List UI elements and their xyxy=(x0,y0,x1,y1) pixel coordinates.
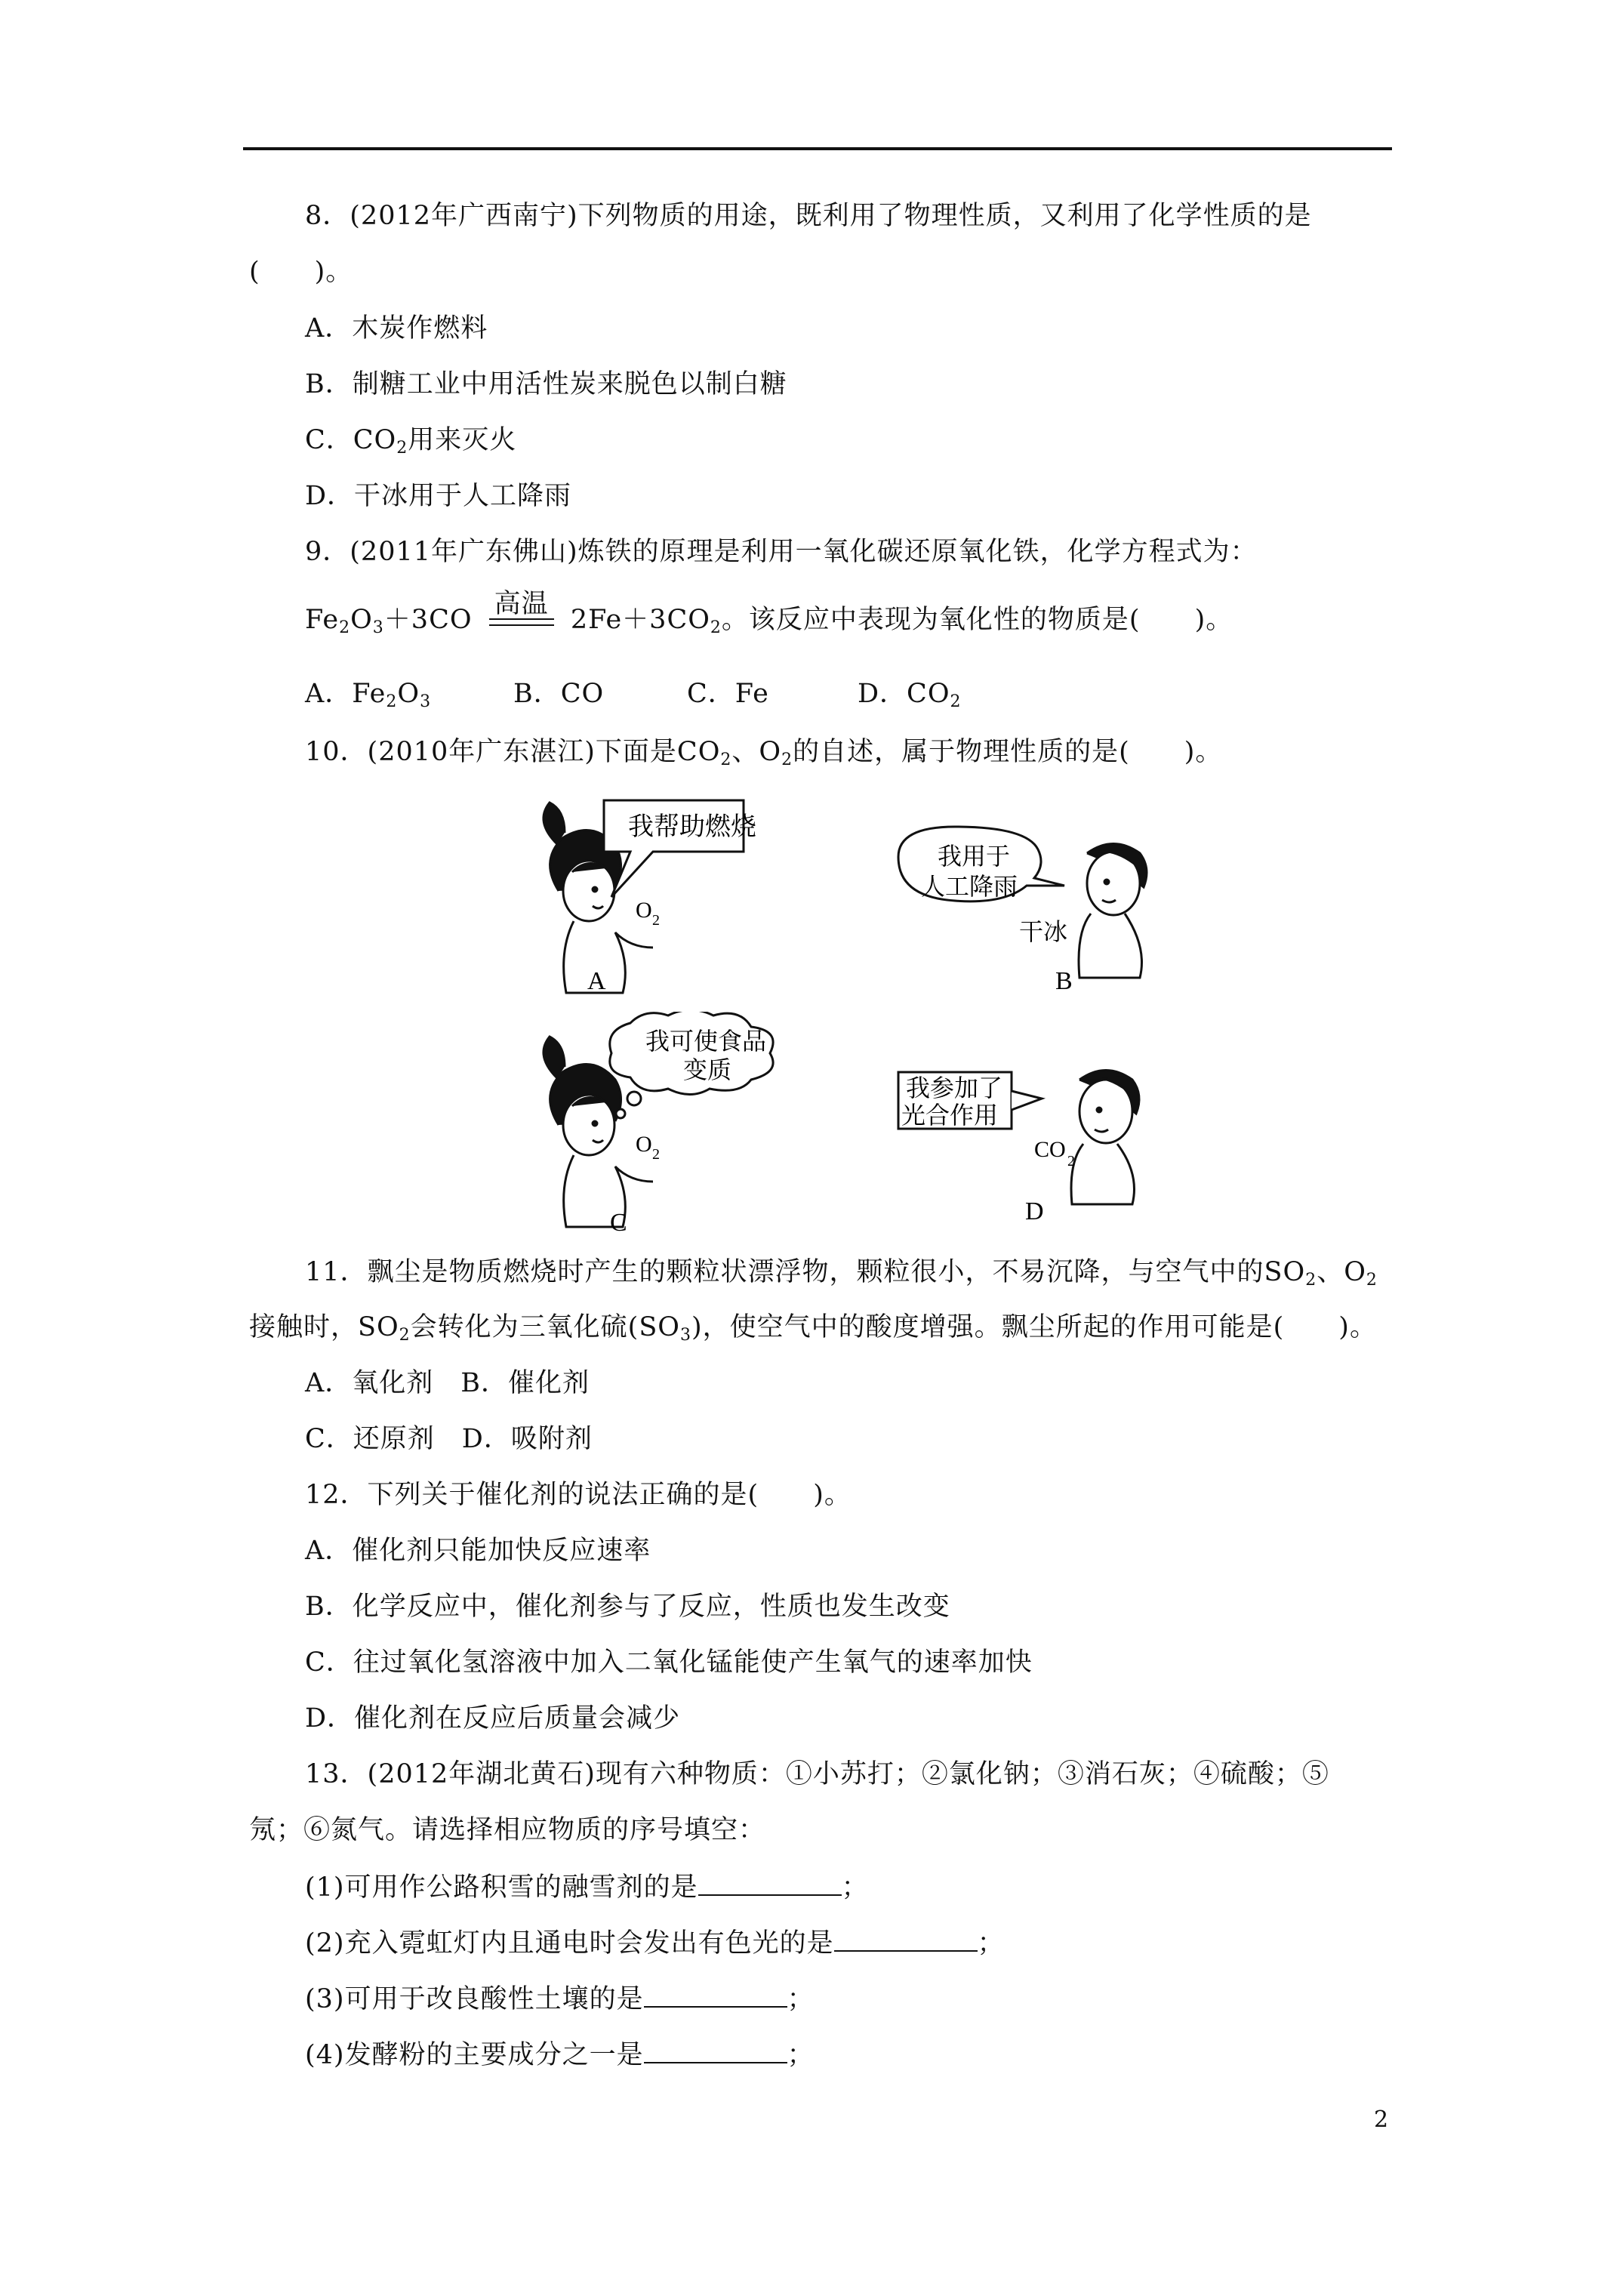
figure-d xyxy=(891,1057,1208,1238)
q11-line1: 11．飘尘是物质燃烧时产生的颗粒状漂浮物，颗粒很小，不易沉降，与空气中的$SO_2$、$O_2$ xyxy=(305,1257,1378,1290)
answer-blank[interactable] xyxy=(644,2036,787,2063)
q8-stem: 8．(2012年广西南宁)下列物质的用途，既利用了物理性质，又利用了化学性质的是 xyxy=(305,201,1312,231)
figure-c xyxy=(528,1012,876,1238)
figure-label: A xyxy=(587,967,606,995)
tag-text: 干冰 xyxy=(1019,918,1068,945)
q12-stem: 12．下列关于催化剂的说法正确的是( )。 xyxy=(305,1480,852,1510)
formula-sub: 2 xyxy=(652,1146,660,1163)
bubble-text: 我帮助燃烧 xyxy=(628,813,756,841)
q13-subq1: (1)可用作公路积雪的融雪剂的是 ； xyxy=(305,1869,869,1905)
bubble-line1: 我参加了 xyxy=(906,1074,1003,1102)
q13-line1: 13．(2012年湖北黄石)现有六种物质：①小苏打；②氯化钠；③消石灰；④硫酸；⑤ xyxy=(305,1759,1329,1789)
bubble-line2: 人工降雨 xyxy=(921,873,1018,900)
formula: CO xyxy=(1034,1137,1066,1162)
bubble-line1: 我用于 xyxy=(938,843,1011,870)
q13-subq3: (3)可用于改良酸性土壤的是 ； xyxy=(305,1980,815,2017)
q9-option-b: B．CO xyxy=(513,679,605,709)
speech-pointer xyxy=(1012,1091,1042,1110)
q8-option-c: C．$CO_2$用来灭火 xyxy=(305,425,517,458)
figure-label: B xyxy=(1055,967,1073,995)
q12-option-c: C．往过氧化氢溶液中加入二氧化锰能使产生氧气的速率加快 xyxy=(305,1647,1033,1678)
bubble-line1: 我可使食品 xyxy=(645,1028,767,1055)
q9-stem: 9．(2011年广东佛山)炼铁的原理是利用一氧化碳还原氧化铁，化学方程式为： xyxy=(305,537,1258,567)
q9-equation: $Fe_2O_3+3CO$ 高温 $2Fe+3CO_2$。该反应中表现为氧化性的物质是( )。 xyxy=(305,588,1233,637)
formula: O xyxy=(636,1132,652,1157)
q8-stem-cont: ( )。 xyxy=(249,257,353,287)
boy-illustration xyxy=(1079,844,1147,978)
thought-dot xyxy=(616,1109,625,1118)
q11-options-cd: C．还原剂 D．吸附剂 xyxy=(305,1424,593,1454)
page-number: 2 xyxy=(1374,2106,1389,2133)
q12-option-b: B．化学反应中，催化剂参与了反应，性质也发生改变 xyxy=(305,1592,950,1622)
q13-subq2: (2)充入霓虹灯内且通电时会发出有色光的是 ； xyxy=(305,1925,1005,1961)
q9-option-c: C．Fe xyxy=(687,679,769,709)
header-rule xyxy=(243,147,1392,150)
q13-line2: 氖；⑥氮气。请选择相应物质的序号填空： xyxy=(249,1815,766,1845)
answer-blank[interactable] xyxy=(698,1869,842,1896)
q13-subq4: (4)发酵粉的主要成分之一是 ； xyxy=(305,2036,815,2073)
q8-option-d: D．干冰用于人工降雨 xyxy=(305,481,572,511)
q8-option-a: A．木炭作燃料 xyxy=(305,313,488,344)
figure-label: C xyxy=(610,1209,627,1237)
answer-blank[interactable] xyxy=(834,1925,978,1952)
bubble-line2: 变质 xyxy=(683,1056,732,1083)
q8-option-b: B．制糖工业中用活性炭来脱色以制白糖 xyxy=(305,369,787,399)
formula-sub: 2 xyxy=(652,912,660,929)
formula: O xyxy=(636,898,652,923)
answer-blank[interactable] xyxy=(644,1980,787,2008)
boy-illustration xyxy=(1071,1071,1139,1205)
formula-sub: 2 xyxy=(1067,1153,1075,1170)
q9-option-a: A．$Fe_2O_3$ xyxy=(305,679,432,711)
q11-options-ab: A．氧化剂 B．催化剂 xyxy=(305,1368,590,1398)
figure-a xyxy=(528,785,845,1004)
q12-option-a: A．催化剂只能加快反应速率 xyxy=(305,1536,651,1566)
thought-dot xyxy=(627,1092,641,1105)
reaction-condition: 高温 xyxy=(489,590,554,626)
figure-b xyxy=(883,823,1200,1004)
bubble-line2: 光合作用 xyxy=(901,1102,999,1129)
q11-line2: 接触时，$SO_2$会转化为三氧化硫$(SO_3)$，使空气中的酸度增强。飘尘所起的作用可能是( )。 xyxy=(249,1312,1377,1345)
figure-label: D xyxy=(1025,1197,1044,1225)
q10-stem: 10．(2010年广东湛江)下面是$CO_2$、$O_2$的自述，属于物理性质的是( )。 xyxy=(305,737,1223,769)
q9-option-d: D．$CO_2$ xyxy=(858,679,962,711)
q12-option-d: D．催化剂在反应后质量会减少 xyxy=(305,1703,681,1734)
